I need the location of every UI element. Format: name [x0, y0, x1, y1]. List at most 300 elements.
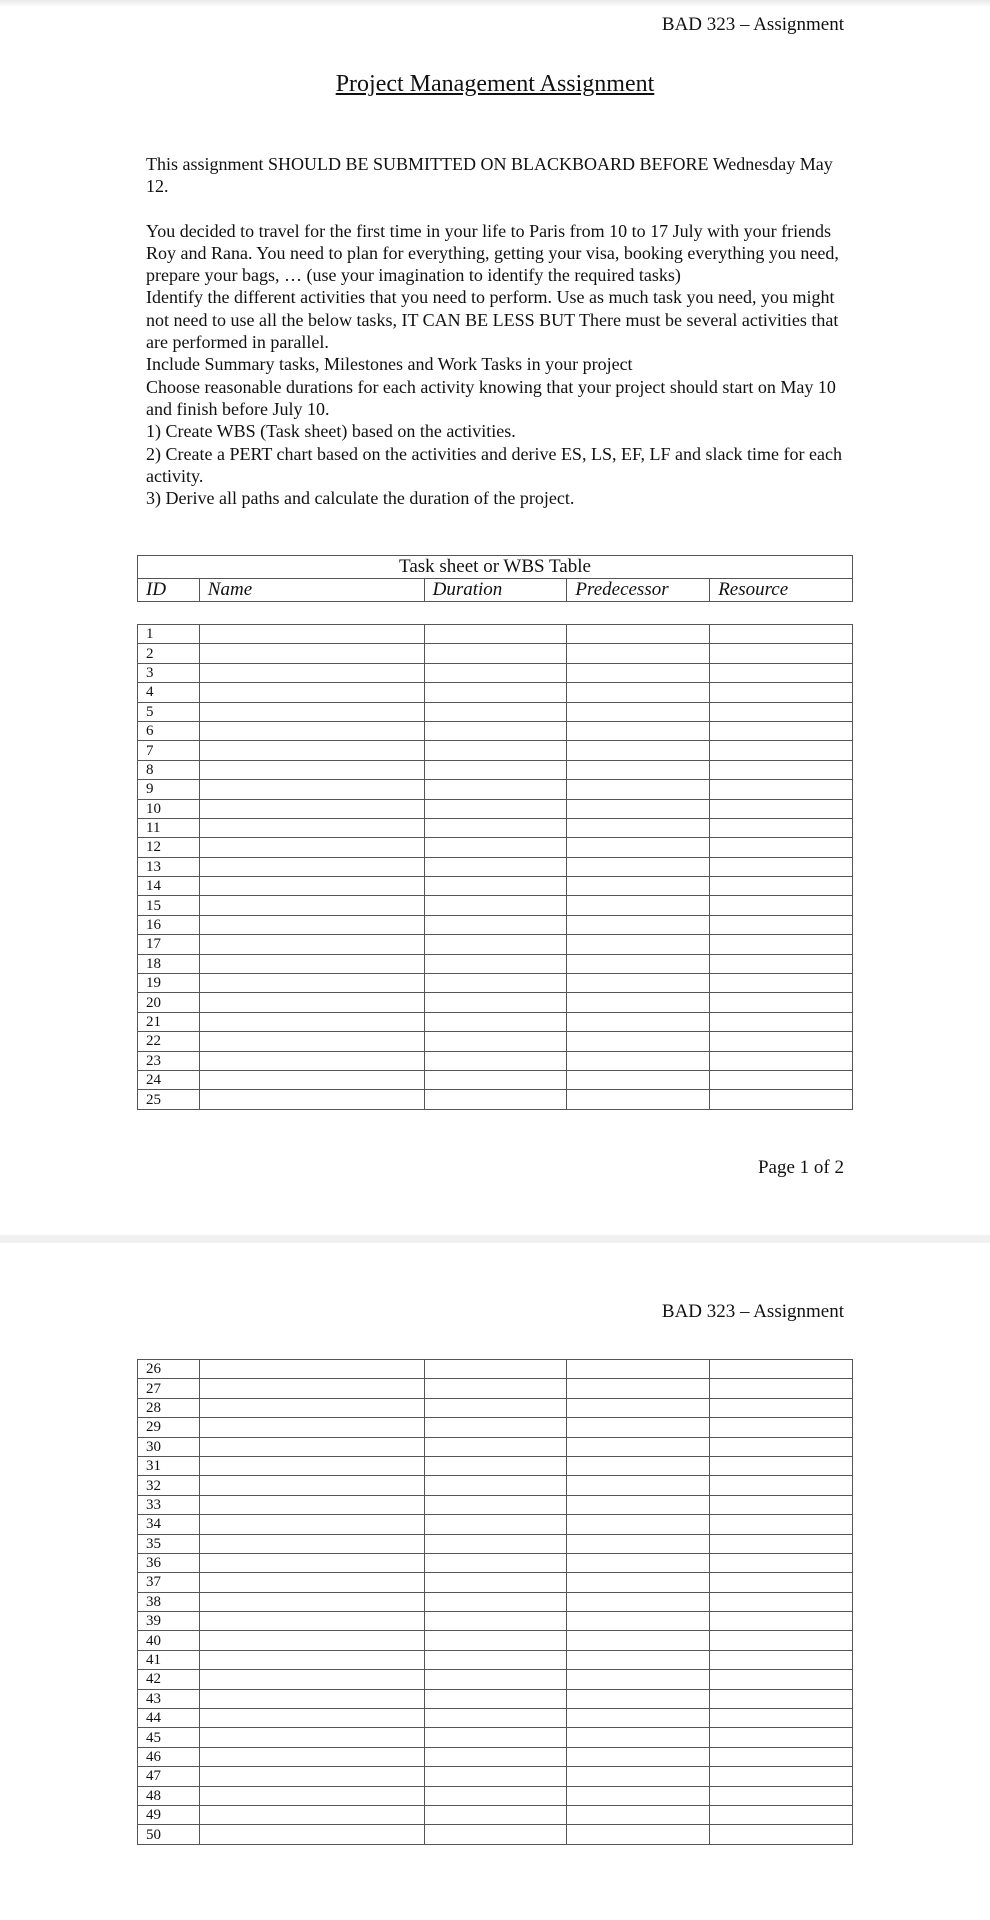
task-predecessor-cell[interactable]: [567, 857, 710, 876]
task-resource-cell[interactable]: [710, 721, 853, 740]
task-name-cell[interactable]: [199, 896, 424, 915]
task-resource-cell[interactable]: [710, 1032, 853, 1051]
task-resource-cell[interactable]: [710, 1612, 853, 1631]
task-resource-cell[interactable]: [710, 760, 853, 779]
task-id-cell: 48: [138, 1786, 200, 1805]
task-resource-cell[interactable]: [710, 1825, 853, 1844]
task-resource-cell[interactable]: [710, 1573, 853, 1592]
paragraph: Choose reasonable durations for each activity knowing that your project should start on May 10 and finish before July 10.: [146, 376, 836, 419]
table-row: [138, 799, 853, 818]
table-row: [138, 741, 853, 760]
task-resource-cell[interactable]: [710, 1534, 853, 1553]
task-predecessor-cell[interactable]: [567, 760, 710, 779]
task-id-cell: 41: [138, 1650, 200, 1669]
task-id-cell: 39: [138, 1612, 200, 1631]
table-row: [138, 1553, 853, 1572]
assignment-body: [146, 153, 846, 509]
task-id-cell: 23: [138, 1051, 200, 1070]
task-name-cell[interactable]: [199, 799, 424, 818]
task-id-cell: 47: [138, 1767, 200, 1786]
task-id-cell: 32: [138, 1476, 200, 1495]
column-header-id: ID: [138, 579, 200, 602]
task-id-cell: 29: [138, 1418, 200, 1437]
task-id-cell: 38: [138, 1592, 200, 1611]
task-predecessor-cell[interactable]: [567, 1805, 710, 1824]
task-id-cell: 17: [138, 935, 200, 954]
task-name-cell[interactable]: [199, 1051, 424, 1070]
task-predecessor-cell[interactable]: [567, 1747, 710, 1766]
task-predecessor-cell[interactable]: [567, 780, 710, 799]
task-name-cell[interactable]: [199, 625, 424, 644]
task-predecessor-cell[interactable]: [567, 935, 710, 954]
task-name-cell[interactable]: [199, 1709, 424, 1728]
task-id-cell: 7: [138, 741, 200, 760]
task-name-cell[interactable]: [199, 954, 424, 973]
task-resource-cell[interactable]: [710, 1670, 853, 1689]
task-id-cell: 9: [138, 780, 200, 799]
wbs-task-table-page2: [137, 1359, 853, 1845]
table-row: [138, 877, 853, 896]
task-predecessor-cell[interactable]: [567, 1612, 710, 1631]
task-predecessor-cell[interactable]: [567, 1051, 710, 1070]
task-duration-cell[interactable]: [424, 1495, 567, 1514]
task-resource-cell[interactable]: [710, 974, 853, 993]
task-resource-cell[interactable]: [710, 799, 853, 818]
table-row: [138, 974, 853, 993]
task-name-cell[interactable]: [199, 974, 424, 993]
task-id-cell: 34: [138, 1515, 200, 1534]
task-id-cell: 3: [138, 663, 200, 682]
table-row: [138, 1747, 853, 1766]
task-id-cell: 42: [138, 1670, 200, 1689]
task-resource-cell[interactable]: [710, 780, 853, 799]
table-row: [138, 1476, 853, 1495]
task-name-cell[interactable]: [199, 1689, 424, 1708]
task-duration-cell[interactable]: [424, 896, 567, 915]
task-duration-cell[interactable]: [424, 1805, 567, 1824]
task-name-cell[interactable]: [199, 838, 424, 857]
column-header-name: Name: [199, 579, 424, 602]
task-predecessor-cell[interactable]: [567, 625, 710, 644]
task-duration-cell[interactable]: [424, 974, 567, 993]
task-name-cell[interactable]: [199, 1786, 424, 1805]
task-name-cell[interactable]: [199, 1515, 424, 1534]
table-row: [138, 1612, 853, 1631]
task-name-cell[interactable]: [199, 644, 424, 663]
task-resource-cell[interactable]: [710, 1689, 853, 1708]
task-predecessor-cell[interactable]: [567, 1495, 710, 1514]
task-resource-cell[interactable]: [710, 1592, 853, 1611]
task-duration-cell[interactable]: [424, 799, 567, 818]
table-row: [138, 1631, 853, 1650]
task-duration-cell[interactable]: [424, 780, 567, 799]
task-duration-cell[interactable]: [424, 915, 567, 934]
table-row: [138, 1573, 853, 1592]
table-row: [138, 683, 853, 702]
page-header: BAD 323 – Assignment: [661, 1301, 844, 1322]
task-resource-cell[interactable]: [710, 1418, 853, 1437]
task-name-cell[interactable]: [199, 1495, 424, 1514]
task-id-cell: 36: [138, 1553, 200, 1572]
task-resource-cell[interactable]: [710, 1437, 853, 1456]
table-row: [138, 1534, 853, 1553]
task-id-cell: 49: [138, 1805, 200, 1824]
task-resource-cell[interactable]: [710, 1070, 853, 1089]
table-row: [138, 1051, 853, 1070]
task-duration-cell[interactable]: [424, 721, 567, 740]
task-resource-cell[interactable]: [710, 1379, 853, 1398]
task-resource-cell[interactable]: [710, 702, 853, 721]
table-row: [138, 702, 853, 721]
task-resource-cell[interactable]: [710, 838, 853, 857]
table-row: [138, 1379, 853, 1398]
task-name-cell[interactable]: [199, 1728, 424, 1747]
paragraph: Identify the different activities that you need to perform. Use as much task you need, you might not need to use all the below tasks, IT CAN BE LESS BUT There must be several activities that are performed in parallel.: [146, 287, 839, 353]
table-row: [138, 644, 853, 663]
column-header-resource: Resource: [710, 579, 853, 602]
task-predecessor-cell[interactable]: [567, 1456, 710, 1475]
task-name-cell[interactable]: [199, 1767, 424, 1786]
table-row: [138, 1670, 853, 1689]
task-predecessor-cell[interactable]: [567, 1437, 710, 1456]
task-name-cell[interactable]: [199, 1592, 424, 1611]
paragraph: 3) Derive all paths and calculate the duration of the project.: [146, 488, 575, 509]
task-duration-cell[interactable]: [424, 1090, 567, 1109]
task-predecessor-cell[interactable]: [567, 663, 710, 682]
task-predecessor-cell[interactable]: [567, 1689, 710, 1708]
task-duration-cell[interactable]: [424, 935, 567, 954]
task-name-cell[interactable]: [199, 1437, 424, 1456]
task-name-cell[interactable]: [199, 915, 424, 934]
task-duration-cell[interactable]: [424, 1476, 567, 1495]
table-row: [138, 1767, 853, 1786]
task-id-cell: 28: [138, 1398, 200, 1417]
task-predecessor-cell[interactable]: [567, 974, 710, 993]
task-name-cell[interactable]: [199, 1573, 424, 1592]
task-predecessor-cell[interactable]: [567, 993, 710, 1012]
task-duration-cell[interactable]: [424, 1825, 567, 1844]
task-predecessor-cell[interactable]: [567, 1090, 710, 1109]
task-predecessor-cell[interactable]: [567, 1670, 710, 1689]
task-predecessor-cell[interactable]: [567, 838, 710, 857]
task-name-cell[interactable]: [199, 935, 424, 954]
task-duration-cell[interactable]: [424, 1437, 567, 1456]
task-duration-cell[interactable]: [424, 857, 567, 876]
task-resource-cell[interactable]: [710, 1767, 853, 1786]
task-id-cell: 26: [138, 1360, 200, 1379]
task-predecessor-cell[interactable]: [567, 702, 710, 721]
task-resource-cell[interactable]: [710, 1476, 853, 1495]
task-duration-cell[interactable]: [424, 1747, 567, 1766]
table-row: [138, 1592, 853, 1611]
task-name-cell[interactable]: [199, 993, 424, 1012]
task-predecessor-cell[interactable]: [567, 1728, 710, 1747]
task-predecessor-cell[interactable]: [567, 1012, 710, 1031]
table-row: [138, 935, 853, 954]
task-duration-cell[interactable]: [424, 1728, 567, 1747]
task-resource-cell[interactable]: [710, 1786, 853, 1805]
task-duration-cell[interactable]: [424, 1689, 567, 1708]
page-separator: [0, 1235, 990, 1243]
task-duration-cell[interactable]: [424, 1612, 567, 1631]
task-resource-cell[interactable]: [710, 663, 853, 682]
task-predecessor-cell[interactable]: [567, 954, 710, 973]
wbs-header-table: [137, 555, 853, 602]
task-resource-cell[interactable]: [710, 1747, 853, 1766]
task-resource-cell[interactable]: [710, 1515, 853, 1534]
task-id-cell: 25: [138, 1090, 200, 1109]
task-name-cell[interactable]: [199, 1032, 424, 1051]
task-name-cell[interactable]: [199, 663, 424, 682]
task-name-cell[interactable]: [199, 760, 424, 779]
task-name-cell[interactable]: [199, 1476, 424, 1495]
task-resource-cell[interactable]: [710, 915, 853, 934]
task-name-cell[interactable]: [199, 741, 424, 760]
task-id-cell: 21: [138, 1012, 200, 1031]
task-duration-cell[interactable]: [424, 954, 567, 973]
task-predecessor-cell[interactable]: [567, 799, 710, 818]
task-duration-cell[interactable]: [424, 993, 567, 1012]
task-name-cell[interactable]: [199, 1398, 424, 1417]
task-resource-cell[interactable]: [710, 1709, 853, 1728]
task-predecessor-cell[interactable]: [567, 1379, 710, 1398]
table-row: [138, 1689, 853, 1708]
task-resource-cell[interactable]: [710, 683, 853, 702]
task-duration-cell[interactable]: [424, 1534, 567, 1553]
task-predecessor-cell[interactable]: [567, 915, 710, 934]
task-duration-cell[interactable]: [424, 741, 567, 760]
task-resource-cell[interactable]: [710, 877, 853, 896]
table-row: [138, 1825, 853, 1844]
task-predecessor-cell[interactable]: [567, 1573, 710, 1592]
task-duration-cell[interactable]: [424, 1379, 567, 1398]
task-name-cell[interactable]: [199, 780, 424, 799]
task-id-cell: 22: [138, 1032, 200, 1051]
intro-paragraph: This assignment SHOULD BE SUBMITTED ON BLACKBOARD BEFORE Wednesday May 12.: [146, 154, 833, 197]
task-id-cell: 31: [138, 1456, 200, 1475]
task-resource-cell[interactable]: [710, 625, 853, 644]
task-name-cell[interactable]: [199, 1360, 424, 1379]
task-predecessor-cell[interactable]: [567, 1418, 710, 1437]
task-name-cell[interactable]: [199, 1650, 424, 1669]
task-id-cell: 11: [138, 818, 200, 837]
task-duration-cell[interactable]: [424, 1418, 567, 1437]
task-predecessor-cell[interactable]: [567, 1592, 710, 1611]
task-name-cell[interactable]: [199, 1090, 424, 1109]
document-title: Project Management Assignment: [335, 71, 655, 97]
task-predecessor-cell[interactable]: [567, 741, 710, 760]
task-duration-cell[interactable]: [424, 1032, 567, 1051]
task-name-cell[interactable]: [199, 683, 424, 702]
task-id-cell: 24: [138, 1070, 200, 1089]
task-resource-cell[interactable]: [710, 1051, 853, 1070]
task-name-cell[interactable]: [199, 1670, 424, 1689]
table-row: [138, 993, 853, 1012]
task-resource-cell[interactable]: [710, 741, 853, 760]
task-predecessor-cell[interactable]: [567, 1650, 710, 1669]
task-name-cell[interactable]: [199, 1747, 424, 1766]
task-duration-cell[interactable]: [424, 1709, 567, 1728]
task-id-cell: 44: [138, 1709, 200, 1728]
task-duration-cell[interactable]: [424, 683, 567, 702]
task-id-cell: 6: [138, 721, 200, 740]
task-duration-cell[interactable]: [424, 1767, 567, 1786]
task-name-cell[interactable]: [199, 857, 424, 876]
table-row: [138, 663, 853, 682]
task-duration-cell[interactable]: [424, 1360, 567, 1379]
task-duration-cell[interactable]: [424, 1398, 567, 1417]
table-row: [138, 954, 853, 973]
task-resource-cell[interactable]: [710, 1360, 853, 1379]
task-name-cell[interactable]: [199, 877, 424, 896]
task-duration-cell[interactable]: [424, 663, 567, 682]
table-row: [138, 1360, 853, 1379]
wbs-task-table-page1: [137, 624, 853, 1110]
task-duration-cell[interactable]: [424, 1553, 567, 1572]
page-number: Page 1 of 2: [757, 1157, 844, 1178]
table-row: [138, 838, 853, 857]
task-duration-cell[interactable]: [424, 1631, 567, 1650]
task-duration-cell[interactable]: [424, 1051, 567, 1070]
task-duration-cell[interactable]: [424, 1573, 567, 1592]
task-predecessor-cell[interactable]: [567, 1032, 710, 1051]
table-row: [138, 1032, 853, 1051]
task-predecessor-cell[interactable]: [567, 1553, 710, 1572]
task-id-cell: 18: [138, 954, 200, 973]
task-id-cell: 27: [138, 1379, 200, 1398]
task-predecessor-cell[interactable]: [567, 1515, 710, 1534]
table-caption: Task sheet or WBS Table: [138, 556, 853, 579]
task-id-cell: 8: [138, 760, 200, 779]
task-name-cell[interactable]: [199, 1534, 424, 1553]
task-name-cell[interactable]: [199, 1553, 424, 1572]
task-resource-cell[interactable]: [710, 644, 853, 663]
task-name-cell[interactable]: [199, 1456, 424, 1475]
task-resource-cell[interactable]: [710, 1398, 853, 1417]
task-resource-cell[interactable]: [710, 1631, 853, 1650]
task-duration-cell[interactable]: [424, 818, 567, 837]
task-duration-cell[interactable]: [424, 1786, 567, 1805]
task-duration-cell[interactable]: [424, 838, 567, 857]
task-predecessor-cell[interactable]: [567, 1825, 710, 1844]
column-header-duration: Duration: [424, 579, 567, 602]
task-id-cell: 13: [138, 857, 200, 876]
task-predecessor-cell[interactable]: [567, 1767, 710, 1786]
task-duration-cell[interactable]: [424, 877, 567, 896]
table-row: [138, 1709, 853, 1728]
task-name-cell[interactable]: [199, 1418, 424, 1437]
table-row: [138, 896, 853, 915]
task-duration-cell[interactable]: [424, 1670, 567, 1689]
task-resource-cell[interactable]: [710, 857, 853, 876]
task-name-cell[interactable]: [199, 1805, 424, 1824]
table-row: [138, 857, 853, 876]
task-predecessor-cell[interactable]: [567, 1709, 710, 1728]
task-resource-cell[interactable]: [710, 1090, 853, 1109]
task-name-cell[interactable]: [199, 1012, 424, 1031]
task-id-cell: 33: [138, 1495, 200, 1514]
task-id-cell: 43: [138, 1689, 200, 1708]
task-resource-cell[interactable]: [710, 954, 853, 973]
task-predecessor-cell[interactable]: [567, 1398, 710, 1417]
task-duration-cell[interactable]: [424, 1012, 567, 1031]
task-resource-cell[interactable]: [710, 1805, 853, 1824]
table-row: [138, 1495, 853, 1514]
task-predecessor-cell[interactable]: [567, 644, 710, 663]
task-resource-cell[interactable]: [710, 993, 853, 1012]
task-resource-cell[interactable]: [710, 818, 853, 837]
task-predecessor-cell[interactable]: [567, 721, 710, 740]
task-name-cell[interactable]: [199, 1612, 424, 1631]
table-row: [138, 1728, 853, 1747]
task-duration-cell[interactable]: [424, 1456, 567, 1475]
table-row: [138, 1805, 853, 1824]
task-name-cell[interactable]: [199, 1825, 424, 1844]
table-row: [138, 1456, 853, 1475]
task-duration-cell[interactable]: [424, 625, 567, 644]
table-row: [138, 760, 853, 779]
task-id-cell: 40: [138, 1631, 200, 1650]
table-row: [138, 1650, 853, 1669]
task-resource-cell[interactable]: [710, 1012, 853, 1031]
table-row: [138, 1786, 853, 1805]
task-name-cell[interactable]: [199, 1070, 424, 1089]
paragraph: 2) Create a PERT chart based on the activities and derive ES, LS, EF, LF and slack time for each activity.: [146, 443, 842, 486]
task-predecessor-cell[interactable]: [567, 1070, 710, 1089]
task-resource-cell[interactable]: [710, 1728, 853, 1747]
task-id-cell: 16: [138, 915, 200, 934]
task-predecessor-cell[interactable]: [567, 877, 710, 896]
task-resource-cell[interactable]: [710, 1495, 853, 1514]
task-resource-cell[interactable]: [710, 1456, 853, 1475]
table-row: [138, 780, 853, 799]
task-id-cell: 2: [138, 644, 200, 663]
task-duration-cell[interactable]: [424, 760, 567, 779]
task-predecessor-cell[interactable]: [567, 1476, 710, 1495]
task-name-cell[interactable]: [199, 1631, 424, 1650]
task-resource-cell[interactable]: [710, 896, 853, 915]
table-row: [138, 1515, 853, 1534]
task-id-cell: 37: [138, 1573, 200, 1592]
task-resource-cell[interactable]: [710, 1553, 853, 1572]
task-predecessor-cell[interactable]: [567, 1534, 710, 1553]
task-duration-cell[interactable]: [424, 1515, 567, 1534]
task-predecessor-cell[interactable]: [567, 1786, 710, 1805]
task-duration-cell[interactable]: [424, 644, 567, 663]
task-predecessor-cell[interactable]: [567, 1360, 710, 1379]
task-duration-cell[interactable]: [424, 1070, 567, 1089]
task-name-cell[interactable]: [199, 1379, 424, 1398]
task-name-cell[interactable]: [199, 818, 424, 837]
task-id-cell: 12: [138, 838, 200, 857]
task-predecessor-cell[interactable]: [567, 683, 710, 702]
task-predecessor-cell[interactable]: [567, 896, 710, 915]
task-predecessor-cell[interactable]: [567, 818, 710, 837]
task-id-cell: 10: [138, 799, 200, 818]
task-predecessor-cell[interactable]: [567, 1631, 710, 1650]
task-name-cell[interactable]: [199, 721, 424, 740]
task-resource-cell[interactable]: [710, 935, 853, 954]
task-id-cell: 45: [138, 1728, 200, 1747]
task-name-cell[interactable]: [199, 702, 424, 721]
task-id-cell: 15: [138, 896, 200, 915]
task-duration-cell[interactable]: [424, 1592, 567, 1611]
task-duration-cell[interactable]: [424, 702, 567, 721]
task-duration-cell[interactable]: [424, 1650, 567, 1669]
paragraph: 1) Create WBS (Task sheet) based on the activities.: [146, 421, 516, 442]
top-shadow: [0, 0, 990, 7]
task-resource-cell[interactable]: [710, 1650, 853, 1669]
